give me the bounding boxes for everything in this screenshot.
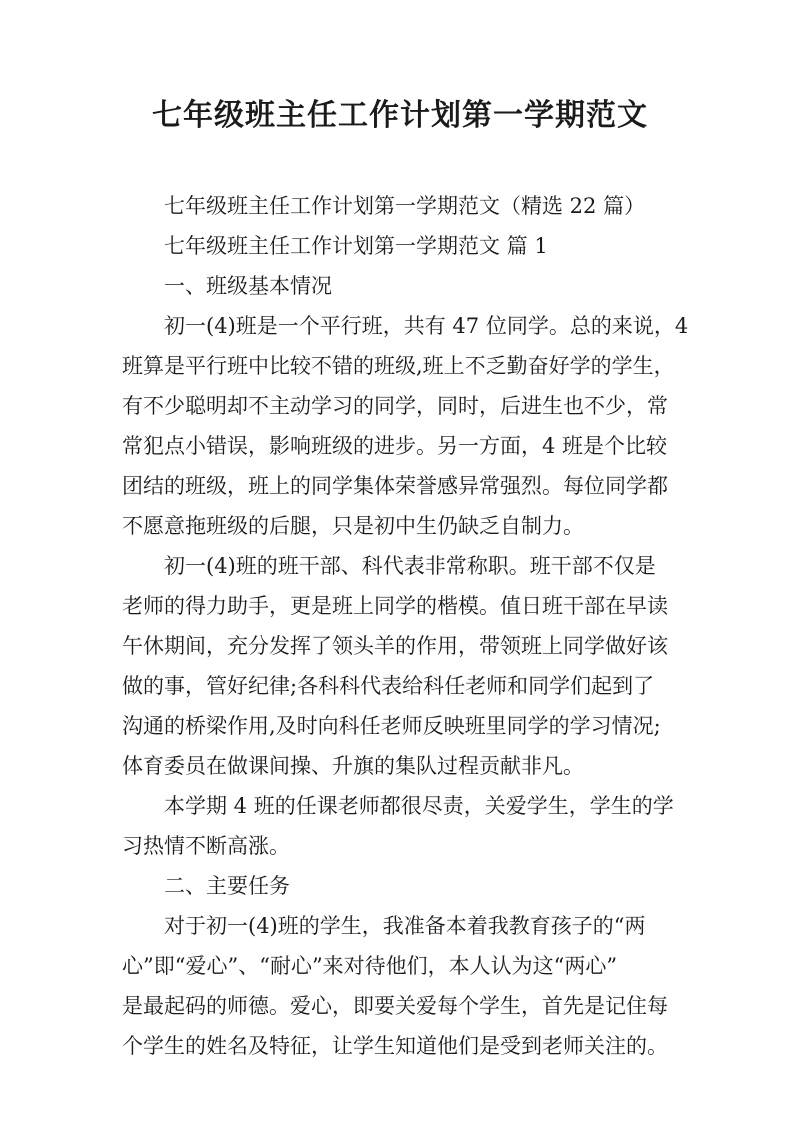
paragraph-line: 习热情不断高涨。 xyxy=(122,834,290,858)
paragraph-line: 沟通的桥梁作用,及时向科任老师反映班里同学的学习情况; xyxy=(122,714,661,738)
paragraph-line: 有不少聪明却不主动学习的同学，同时，后进生也不少，常 xyxy=(122,394,668,418)
paragraph xyxy=(122,906,694,1066)
section-heading xyxy=(122,866,694,906)
paragraph-line: 一、班级基本情况 xyxy=(164,274,332,298)
document-title: 七年级班主任工作计划第一学期范文 xyxy=(152,98,648,133)
paragraph-line: 团结的班级，班上的同学集体荣誉感异常强烈。每位同学都 xyxy=(122,474,668,498)
paragraph-line: 午休期间，充分发挥了领头羊的作用，带领班上同学做好该 xyxy=(122,634,668,658)
paragraph-line: 个学生的姓名及特征，让学生知道他们是受到老师关注的。 xyxy=(122,1034,668,1058)
subtitle-line xyxy=(122,186,694,226)
paragraph xyxy=(122,306,694,546)
document-body xyxy=(122,186,694,1066)
section-heading xyxy=(122,266,694,306)
paragraph-line: 老师的得力助手，更是班上同学的楷模。值日班干部在早读 xyxy=(122,594,668,618)
section-heading-line xyxy=(122,226,694,266)
paragraph-line: 做的事，管好纪律;各科科代表给科任老师和同学们起到了 xyxy=(122,674,655,698)
paragraph xyxy=(122,546,694,786)
paragraph-line: 七年级班主任工作计划第一学期范文 篇 1 xyxy=(164,234,548,258)
paragraph-line: 二、主要任务 xyxy=(164,874,290,898)
paragraph-line: 七年级班主任工作计划第一学期范文（精选 22 篇） xyxy=(164,194,646,218)
paragraph-line: 常犯点小错误，影响班级的进步。另一方面，4 班是个比较 xyxy=(122,434,668,458)
paragraph-line: 不愿意拖班级的后腿，只是初中生仍缺乏自制力。 xyxy=(122,514,584,538)
paragraph-line: 对于初一(4)班的学生，我准备本着我教育孩子的“两 xyxy=(164,914,646,938)
paragraph-line: 班算是平行班中比较不错的班级,班上不乏勤奋好学的学生， xyxy=(122,354,675,378)
paragraph-line: 初一(4)班的班干部、科代表非常称职。班干部不仅是 xyxy=(164,554,656,578)
paragraph-line: 是最起码的师德。爱心，即要关爱每个学生，首先是记住每 xyxy=(122,994,668,1018)
paragraph-line: 心”即“爱心”、“耐心”来对待他们，本人认为这“两心” xyxy=(122,954,618,978)
paragraph xyxy=(122,786,694,866)
paragraph-line: 体育委员在做课间操、升旗的集队过程贡献非凡。 xyxy=(122,754,584,778)
paragraph-line: 初一(4)班是一个平行班，共有 47 位同学。总的来说，4 xyxy=(164,314,689,338)
paragraph-line: 本学期 4 班的任课老师都很尽责，关爱学生，学生的学 xyxy=(164,794,674,818)
